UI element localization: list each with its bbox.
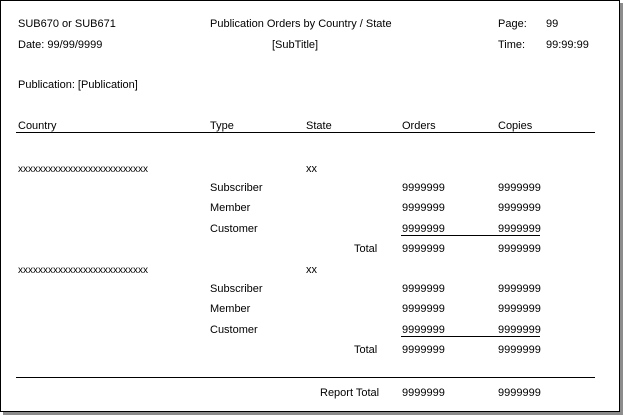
report-total-copies: 9999999 — [498, 387, 541, 399]
report-subtitle: [SubTitle] — [272, 39, 319, 51]
report-total-divider — [16, 377, 595, 378]
row-copies: 9999999 — [498, 303, 541, 315]
report-title: Publication Orders by Country / State — [210, 18, 392, 30]
page-label: Page: — [498, 18, 527, 30]
total-label: Total — [354, 344, 378, 356]
subtotal-underline — [401, 235, 540, 236]
column-header-orders: Orders — [402, 120, 436, 132]
row-copies: 9999999 — [498, 283, 541, 295]
total-label: Total — [354, 243, 378, 255]
report-id: SUB670 or SUB671 — [18, 18, 116, 30]
group-country: xxxxxxxxxxxxxxxxxxxxxxxxxx — [18, 164, 148, 175]
total-copies: 9999999 — [498, 243, 541, 255]
row-copies: 9999999 — [498, 223, 541, 235]
row-orders: 9999999 — [402, 303, 445, 315]
page-value: 99 — [546, 18, 559, 30]
column-header-copies: Copies — [498, 120, 533, 132]
time-label: Time: — [498, 39, 526, 51]
row-orders: 9999999 — [402, 283, 445, 295]
report-date: Date: 99/99/9999 — [18, 39, 103, 51]
report-total-label: Report Total — [320, 387, 380, 399]
total-copies: 9999999 — [498, 344, 541, 356]
column-header-country: Country — [18, 120, 57, 132]
total-orders: 9999999 — [402, 243, 445, 255]
row-copies: 9999999 — [498, 182, 541, 194]
group-state: xx — [306, 163, 317, 175]
row-copies: 9999999 — [498, 324, 541, 336]
subtotal-underline — [401, 336, 540, 337]
row-orders: 9999999 — [402, 202, 445, 214]
time-value: 99:99:99 — [546, 39, 589, 51]
row-copies: 9999999 — [498, 202, 541, 214]
row-type: Customer — [210, 223, 258, 235]
row-type: Customer — [210, 324, 258, 336]
total-orders: 9999999 — [402, 344, 445, 356]
header-divider — [16, 132, 595, 133]
row-type: Subscriber — [210, 283, 263, 295]
report-total-orders: 9999999 — [402, 387, 445, 399]
row-orders: 9999999 — [402, 182, 445, 194]
row-orders: 9999999 — [402, 324, 445, 336]
column-header-state: State — [306, 120, 332, 132]
row-type: Subscriber — [210, 182, 263, 194]
group-state: xx — [306, 264, 317, 276]
publication-label: Publication: [Publication] — [18, 79, 138, 91]
group-country: xxxxxxxxxxxxxxxxxxxxxxxxxx — [18, 265, 148, 276]
column-header-type: Type — [210, 120, 234, 132]
row-orders: 9999999 — [402, 223, 445, 235]
row-type: Member — [210, 303, 251, 315]
row-type: Member — [210, 202, 251, 214]
